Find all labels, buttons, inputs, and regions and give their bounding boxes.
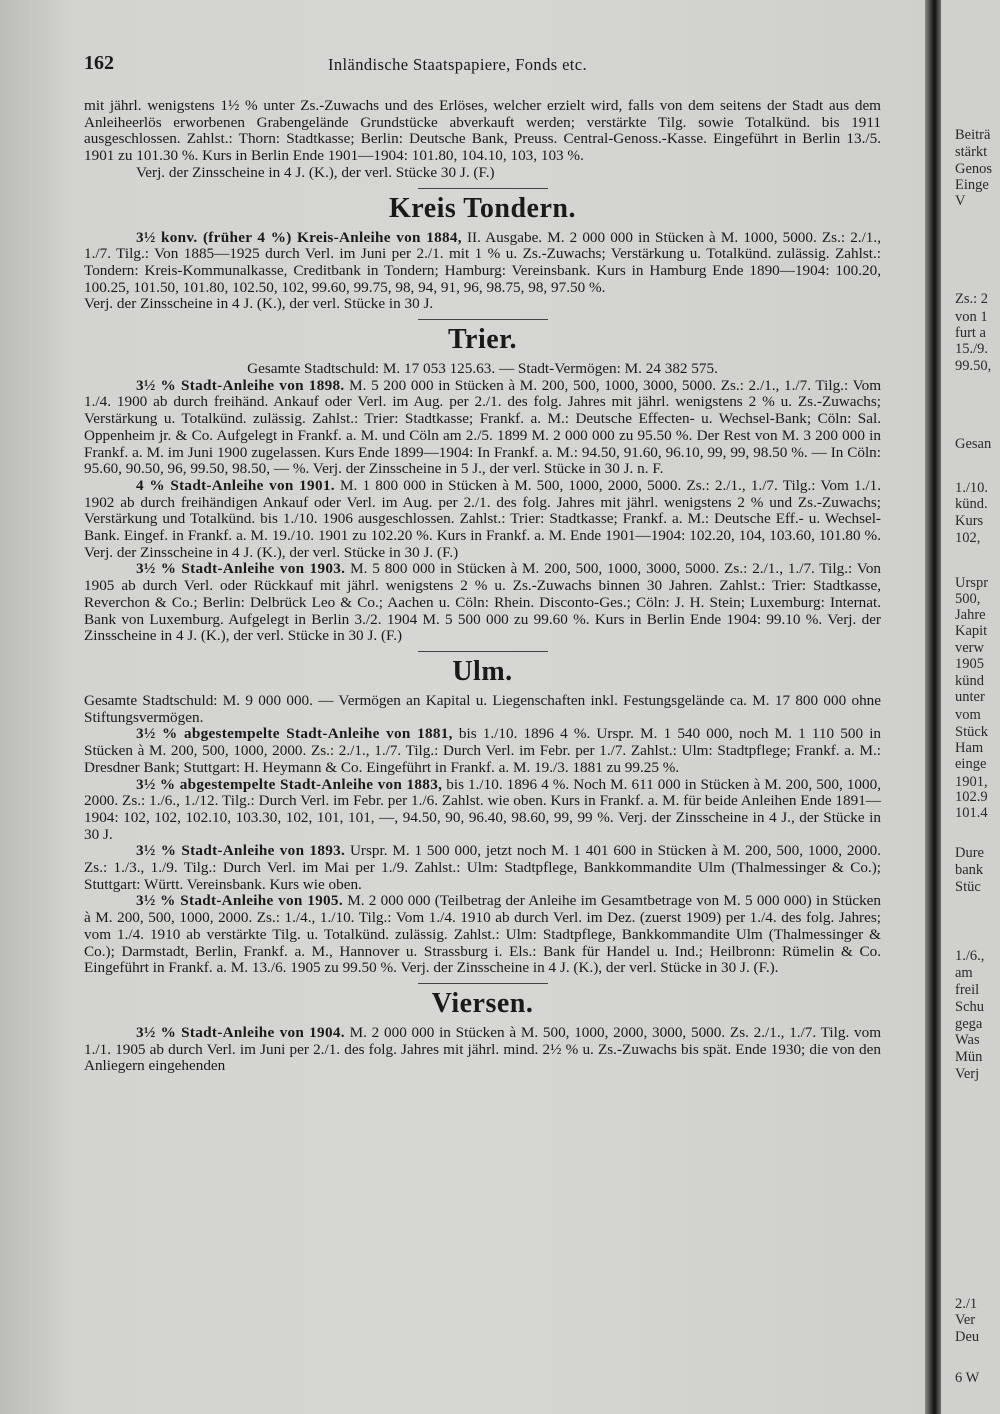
trier-entry-1901-text: M. 1 800 000 in Stücken à M. 500, 1000, 2000, 5000. Zs.: 2./1., 1./7. Tilg.: Vom 1./1. 1902 ab durch freihändigen Ankauf oder Verl. im Aug. per 2./1. des folg. Jahres mit jährl. wenigstens 2 % und Zs.-Zuwachs; Verstärkung und Totalkünd. bis 1./10. 1906 ausgeschlossen. Zahlst.: Trier: Stadtkasse; Frankf. a. M.: Deutsche Eff.- u. Wechsel-Bank. Eingef. in Frankf. a. M. 19./10. 1901 zu 102.20 %. Kurs in Frankf. a. M. Ende 1901—1904: 102.20, 104, 103.60, 101.80 %. Verj. der Zinsscheine in 4 J. (K.), der verl. Stücke in 30 J. (F.)	[84, 476, 882, 561]
tondern-entry-title: 3½ konv. (früher 4 %) Kreis-Anleihe von 1884,	[136, 228, 462, 246]
facing-page-fragment: 1901,	[955, 774, 988, 790]
facing-page-fragment: Kapit	[955, 623, 988, 639]
trier-entry-1898-title: 3½ % Stadt-Anleihe von 1898.	[136, 376, 345, 394]
facing-page-fragment: 1./6.,	[955, 948, 985, 964]
facing-page-fragment: Beiträ	[955, 127, 991, 143]
facing-page-fragment: 1./10.	[955, 480, 989, 496]
facing-page-fragment: V	[955, 193, 966, 209]
heading-trier: Trier.	[447, 324, 518, 356]
intro-verj: Verj. der Zinsscheine in 4 J. (K.), der verl. Stücke 30 J. (F.)	[136, 163, 495, 181]
facing-page-fragment: Deu	[955, 1329, 980, 1345]
facing-page-fragment: Zs.: 2	[955, 291, 989, 307]
ulm-entry-1905	[84, 893, 881, 977]
trier-entry-1901	[84, 478, 881, 562]
facing-page-fragment: Ver	[955, 1312, 976, 1328]
section-divider	[418, 983, 548, 984]
facing-page-fragment: einge	[955, 756, 987, 772]
facing-page-fragment: furt a	[955, 325, 986, 341]
facing-page-fragment: 6 W	[955, 1370, 980, 1386]
facing-page-fragment: künd.	[955, 496, 988, 512]
viersen-entry-1904-title: 3½ % Stadt-Anleihe von 1904.	[136, 1023, 345, 1041]
tondern-entry	[84, 230, 881, 297]
heading-viersen: Viersen.	[431, 987, 534, 1019]
facing-page-fragment: Einge	[955, 177, 989, 193]
ulm-summary: Gesamte Stadtschuld: M. 9 000 000. — Vermögen an Kapital u. Liegenschaften inkl. Festungsgelände ca. M. 17 800 000 ohne Stiftungsvermögen.	[84, 691, 881, 726]
facing-page-fragment: Dure	[955, 845, 984, 861]
page-number: 162	[84, 52, 114, 74]
ulm-entry-1893-title: 3½ % Stadt-Anleihe von 1893.	[136, 842, 346, 860]
ulm-entry-1883	[84, 777, 881, 844]
facing-page-edge	[941, 0, 1000, 1414]
facing-page-fragment: Was	[955, 1032, 980, 1048]
facing-page-fragment: Stüc	[955, 879, 981, 895]
ulm-entry-1893-text: Urspr. M. 1 500 000, jetzt noch M. 1 401 600 in Stücken à M. 200, 500, 1000, 2000. Zs.: 1./3., 1./9. Tilg.: Durch Verl. im Mai per 1./9. Zahlst.: Ulm: Stadtpflege, Bankkommandite Ulm (Thalmessinger & Co.); Stuttgart: Württ. Vereinsbank. Kurs wie oben.	[84, 842, 881, 893]
facing-page-fragment: 1905	[955, 656, 984, 672]
page-content	[84, 98, 881, 1075]
section-divider	[418, 319, 548, 320]
ulm-entry-1883-title: 3½ % abgestempelte Stadt-Anleihe von 1883,	[136, 775, 443, 793]
trier-entry-1898-text: M. 5 200 000 in Stücken à M. 200, 500, 1000, 3000, 5000. Zs.: 2./1., 1./7. Tilg.: Vom 1./4. 1900 ab durch freihänd. Ankauf oder Verl. im Aug. per 2./1. des folg. Jahres mit jährl. wenigstens 2 % u. Zs.-Zuwachs; Verstärkung u. Totalkünd. zulässig. Zahlst.: Trier: Stadtkasse; Frankf. a. M.: Deutsche Effecten- u. Wechsel-Bank; Cöln: Sal. Oppenheim jr. & Co. Aufgelegt in Frankf. a. M. und Cöln am 2./5. 1899 M. 2 000 000 zu 95.50 %. Der Rest von M. 3 200 000 in Frankf. a. M. im Juni 1900 zugelassen. Kurs Ende 1899—1904: In Frankf. a. M.: 94.50, 91.60, 96.10, 99, 99, 98.50 %. — In Cöln: 95.60, 90.50, 96, 99.50, 98.50, — %. Verj. der Zinsscheine in 5 J., der verl. Stücke in 30 J. n. F.	[84, 376, 882, 478]
ulm-entry-1893	[84, 843, 881, 893]
facing-page-fragment: Genos	[955, 161, 993, 177]
facing-page-fragment: freil	[955, 982, 980, 998]
facing-page-fragment: 101.4	[955, 805, 988, 821]
facing-page-fragment: 2./1	[955, 1296, 978, 1312]
intro-text: mit jährl. wenigstens 1½ % unter Zs.-Zuwachs und des Erlöses, welcher erzielt wird, falls von dem seitens der Stadt aus dem Anleiheerlös erworbenen Grabengelände Grundstücke abverkauft werden; verstärkte Tilg. sowie Totalkünd. bis 1911 ausgeschlossen. Zahlst.: Thorn: Stadtkasse; Berlin: Deutsche Bank, Preuss. Central-Genoss.-Kasse. Eingeführt in Berlin 13./5. 1901 zu 101.30 %. Kurs in Berlin Ende 1901—1904: 101.80, 104.10, 103, 103 %.	[84, 97, 881, 165]
trier-entry-1903	[84, 561, 881, 645]
page-header	[84, 52, 884, 78]
ulm-entry-1881	[84, 726, 881, 776]
trier-entry-1898	[84, 378, 881, 478]
facing-page-fragment: verw	[955, 640, 984, 656]
tondern-entry-text: II. Ausgabe. M. 2 000 000 in Stücken à M. 1000, 5000. Zs.: 2./1., 1./7. Tilg.: Von 1885—1925 durch Verl. im Juni per 2./1. mit 1 % u. Zs.-Zuwachs; Verstärkung u. Totalkünd. zulässig. Zahlst.: Tondern: Kreis-Kommunalkasse, Creditbank in Tondern; Hamburg: Vereinsbank. Kurs in Hamburg Ende 1890—1904: 100.20, 100.25, 101.50, 101.80, 102.50, 102, 99.60, 99.75, 98, 94, 91, 96, 98.75, 98, 97.50 %.	[84, 228, 881, 296]
facing-page-fragment: 500,	[955, 591, 981, 607]
ulm-entry-1881-text: bis 1./10. 1896 4 %. Urspr. M. 1 540 000, noch M. 1 110 500 in Stücken à M. 200, 500, 1000, 2000. Zs.: 2./1., 1./7. Tilg.: Durch Verl. im Febr. per 1./7. Zahlst.: Ulm: Stadtpflege; Frankf. a. M.: Dresdner Bank; Stuttgart: H. Heymann & Co. Eingeführt in Frankf. a. M. 19./3. 1881 zu 99.25 %.	[84, 725, 882, 776]
ulm-entry-1881-title: 3½ % abgestempelte Stadt-Anleihe von 1881,	[136, 725, 453, 743]
trier-entry-1901-title: 4 % Stadt-Anleihe von 1901.	[136, 476, 335, 494]
facing-page-fragment: vom	[955, 707, 981, 723]
tondern-verj: Verj. der Zinsscheine in 4 J. (K.), der verl. Stücke in 30 J.	[84, 295, 434, 313]
ulm-entry-1883-text: bis 1./10. 1896 4 %. Noch M. 611 000 in Stücken à M. 200, 500, 1000, 2000. Zs.: 1./6., 1./12. Tilg.: Durch Verl. im Febr. per 1./6. Zahlst. wie oben. Kurs in Frankf. a. M. für beide Anleihen Ende 1891—1904: 102, 102, 102.10, 103.30, 102, 101, 101, —, 94.50, 90, 96.40, 98.60, 99, 99 %. Verj. der Zinsscheine in 4 J., der Stücke in 30 J.	[84, 775, 881, 843]
ulm-entry-1905-text: M. 2 000 000 (Teilbetrag der Anleihe im Gesamtbetrage von M. 5 000 000) in Stücken à M. 200, 500, 1000, 2000. Zs.: 1./4., 1./10. Tilg.: Vom 1./4. 1910 ab durch Verl. im Dez. (zuerst 1909) per 1./4. des folg. Jahres; vom 1./4. 1910 ab verstärkte Tilg. u. Totalkünd. zulässig. Zahlst.: Ulm: Stadtpflege, Bankkommandite Ulm (Thalmessinger & Co.); Darmstadt, Berlin, Frankf. a. M., Hannover u. Strassburg i. Els.: Bank für Handel u. Ind.; Heilbronn: Rümelin & Co. Eingeführt in Frankf. a. M. 13./6. 1905 zu 99.50 %. Verj. der Zinsscheine in 4 J. (K.), der verl. Stücke in 30 J. (F.).	[84, 892, 882, 977]
section-divider	[418, 188, 548, 189]
section-divider	[418, 651, 548, 652]
facing-page-fragment: stärkt	[955, 144, 988, 160]
heading-ulm: Ulm.	[452, 655, 513, 687]
facing-page-fragment: gega	[955, 1016, 983, 1032]
book-gutter	[925, 0, 941, 1414]
facing-page-fragment: bank	[955, 862, 984, 878]
facing-page-fragment: am	[955, 965, 973, 981]
facing-page-fragment: von 1	[955, 309, 988, 325]
facing-page-fragment: Urspr	[955, 575, 989, 591]
ulm-entry-1905-title: 3½ % Stadt-Anleihe von 1905.	[136, 892, 343, 910]
facing-page-fragment: künd	[955, 673, 984, 689]
facing-page-fragment: 102.9	[955, 789, 988, 805]
facing-page-fragment: Schu	[955, 999, 984, 1015]
viersen-entry-1904-text: M. 2 000 000 in Stücken à M. 500, 1000, 2000, 3000, 5000. Zs. 2./1., 1./7. Tilg. vom 1./1. 1905 ab durch Verl. im Juni per 2./1. des folg. Jahres mit jährl. mind. 2½ % u. Zs.-Zuwachs bis spät. Ende 1930; die von den Anliegern eingehenden	[84, 1023, 882, 1075]
facing-page-fragment: Kurs	[955, 513, 984, 529]
facing-page-fragment: 15./9.	[955, 341, 989, 357]
heading-tondern: Kreis Tondern.	[389, 192, 576, 224]
facing-page-fragment: unter	[955, 689, 985, 705]
trier-summary: Gesamte Stadtschuld: M. 17 053 125.63. — Stadt-Vermögen: M. 24 382 575.	[247, 360, 718, 378]
facing-page-fragment: 99.50,	[955, 358, 992, 374]
facing-page-fragment: Ham	[955, 740, 984, 756]
viersen-entry-1904	[84, 1025, 881, 1075]
facing-page-fragment: Gesan	[955, 436, 992, 452]
facing-page-fragment: Verj	[955, 1066, 980, 1082]
trier-entry-1903-title: 3½ % Stadt-Anleihe von 1903.	[136, 560, 346, 578]
trier-entry-1903-text: M. 5 800 000 in Stücken à M. 200, 500, 1000, 3000, 5000. Zs.: 2./1., 1./7. Tilg.: Von 1905 ab durch Verl. oder Rückkauf mit jährl. wenigstens 2 % u. Zs.-Zuwachs binnen 30 Jahren. Zahlst.: Trier: Stadtkasse, Reverchon & Co.; Berlin: Delbrück Leo & Co.; Aachen u. Cöln: Rhein. Disconto-Ges.; Cöln: J. H. Stein; Luxemburg: Internat. Bank von Luxemburg. Aufgelegt in Berlin 3./2. 1904 M. 5 500 000 zu 99.60 %. Kurs in Berlin Ende 1904: 99.10 %. Verj. der Zinsscheine in 4 J. (K.), der verl. Stücke in 30 J. (F.)	[84, 560, 882, 645]
facing-page-fragment: Stück	[955, 724, 989, 740]
facing-page-fragment: Jahre	[955, 607, 986, 623]
facing-page-fragment: 102,	[955, 530, 981, 546]
facing-page-fragment: Mün	[955, 1049, 983, 1065]
running-head: Inländische Staatspapiere, Fonds etc.	[328, 55, 588, 74]
